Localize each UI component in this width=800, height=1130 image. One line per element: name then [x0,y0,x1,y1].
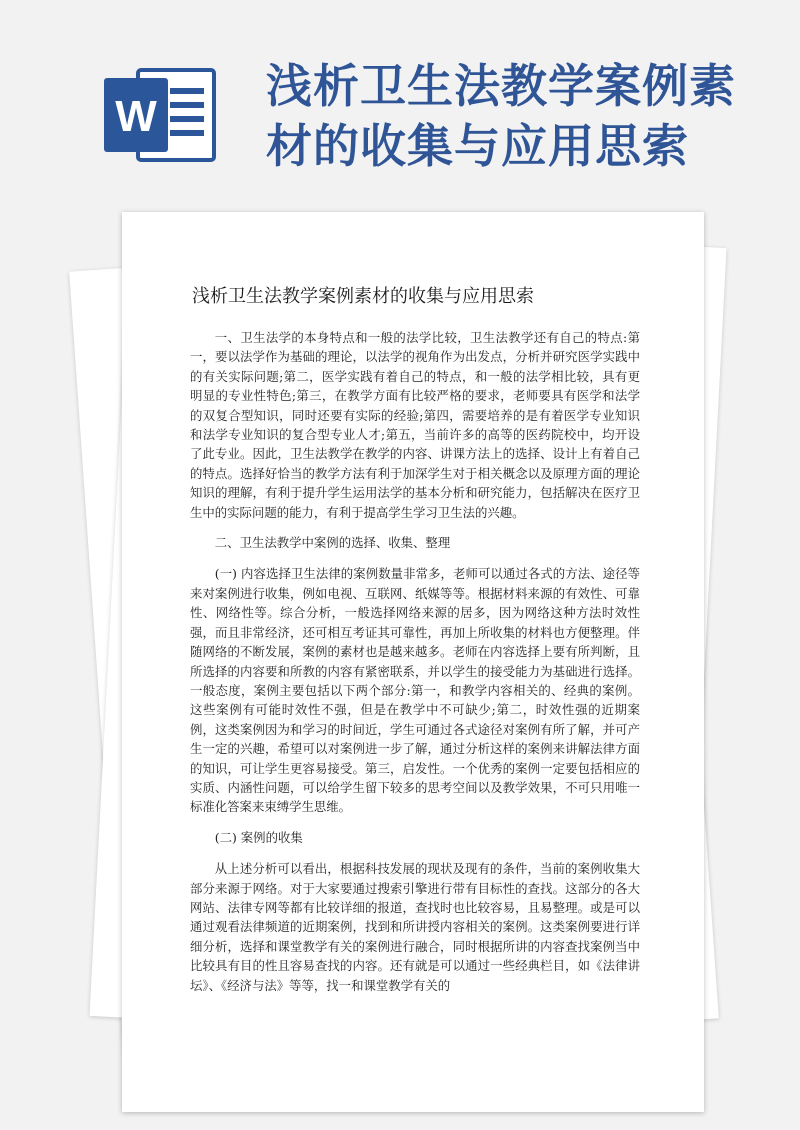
paragraph: 一、卫生法学的本身特点和一般的法学比较，卫生法教学还有自己的特点:第一，要以法学作为基础的理论，以法学的视角作为出发点，分析并研究医学实践中的有关实际问题;第二，医学实践有着自己的特点，和一般的法学相比较，具有更明显的专业性特色;第三，在教学方面有比较严格的要求，老师要具有医学和法学的双复合型知识，同时还要有实际的经验;第四，需要培养的是有着医学专业知识和法学专业知识的复合型专业人才;第五，当前许多的高等的医药院校中，均开设了此专业。因此，卫生法教学在教学的内容、讲课方法上的选择、设计上有着自己的特点。选择好恰当的教学方法有利于加深学生对于相关概念以及原理方面的理论知识的理解，有利于提升学生运用法学的基本分析和研究能力，包括解决在医疗卫生中的实际问题的能力，有利于提高学生学习卫生法的兴趣。 [190,330,640,520]
header [0,0,800,200]
word-icon-letter: W [115,92,157,141]
page-title: 浅析卫生法教学案例素材的收集与应用思索 [266,59,736,173]
document-body [190,328,640,1006]
paragraph: (一) 内容选择卫生法律的案例数量非常多，老师可以通过各式的方法、途径等来对案例进行收集，例如电视、互联网、纸媒等等。根据材料来源的有效性、可靠性、网络性等。综合分析，一般选择网络来源的居多，因为网络这种方法时效性强，而且非常经济，还可相互考证其可靠性，再加上所收集的材料也方便整理。伴随网络的不断发展，案例的素材也是越来越多。老师在内容选择上要有所判断，且所选择的内容要和所教的内容有紧密联系，并以学生的接受能力为基础进行选择。一般态度，案例主要包括以下两个部分:第一，和教学内容相关的、经典的案例。这些案例有可能时效性不强，但是在教学中不可缺少;第二，时效性强的近期案例，这类案例因为和学习的时间近，学生可通过各式途径对案例有所了解，并可产生一定的兴趣，希望可以对案例进一步了解，通过分析这样的案例来讲解法律方面的知识，可让学生更容易接受。第三，启发性。一个优秀的案例一定要包括相应的实质、内涵性问题，可以给学生留下较多的思考空间以及教学效果，不可只用唯一标准化答案来束缚学生思维。 [190,566,640,815]
section-heading: (二) 案例的收集 [214,829,303,845]
word-document-icon [104,64,216,166]
paragraph: 从上述分析可以看出，根据科技发展的现状及现有的条件，当前的案例收集大部分来源于网络。对于大家要通过搜索引擎进行带有目标性的查找。这部分的各大网站、法律专网等都有比较详细的报道，查找时也比较容易，且易整理。或是可以通过观看法律频道的近期案例，找到和所讲授内容相关的案例。这类案例要进行详细分析，选择和课堂教学有关的案例进行融合，同时根据所讲的内容查找案例当中比较具有目的性且容易查找的内容。还有就是可以通过一些经典栏目，如《法律讲坛》、《经济与法》等等，找一和课堂教学有关的 [190,861,640,993]
document-title: 浅析卫生法教学案例素材的收集与应用思索 [192,286,534,307]
document-page [122,212,704,1112]
section-heading: 二、卫生法教学中案例的选择、收集、整理 [214,535,451,551]
